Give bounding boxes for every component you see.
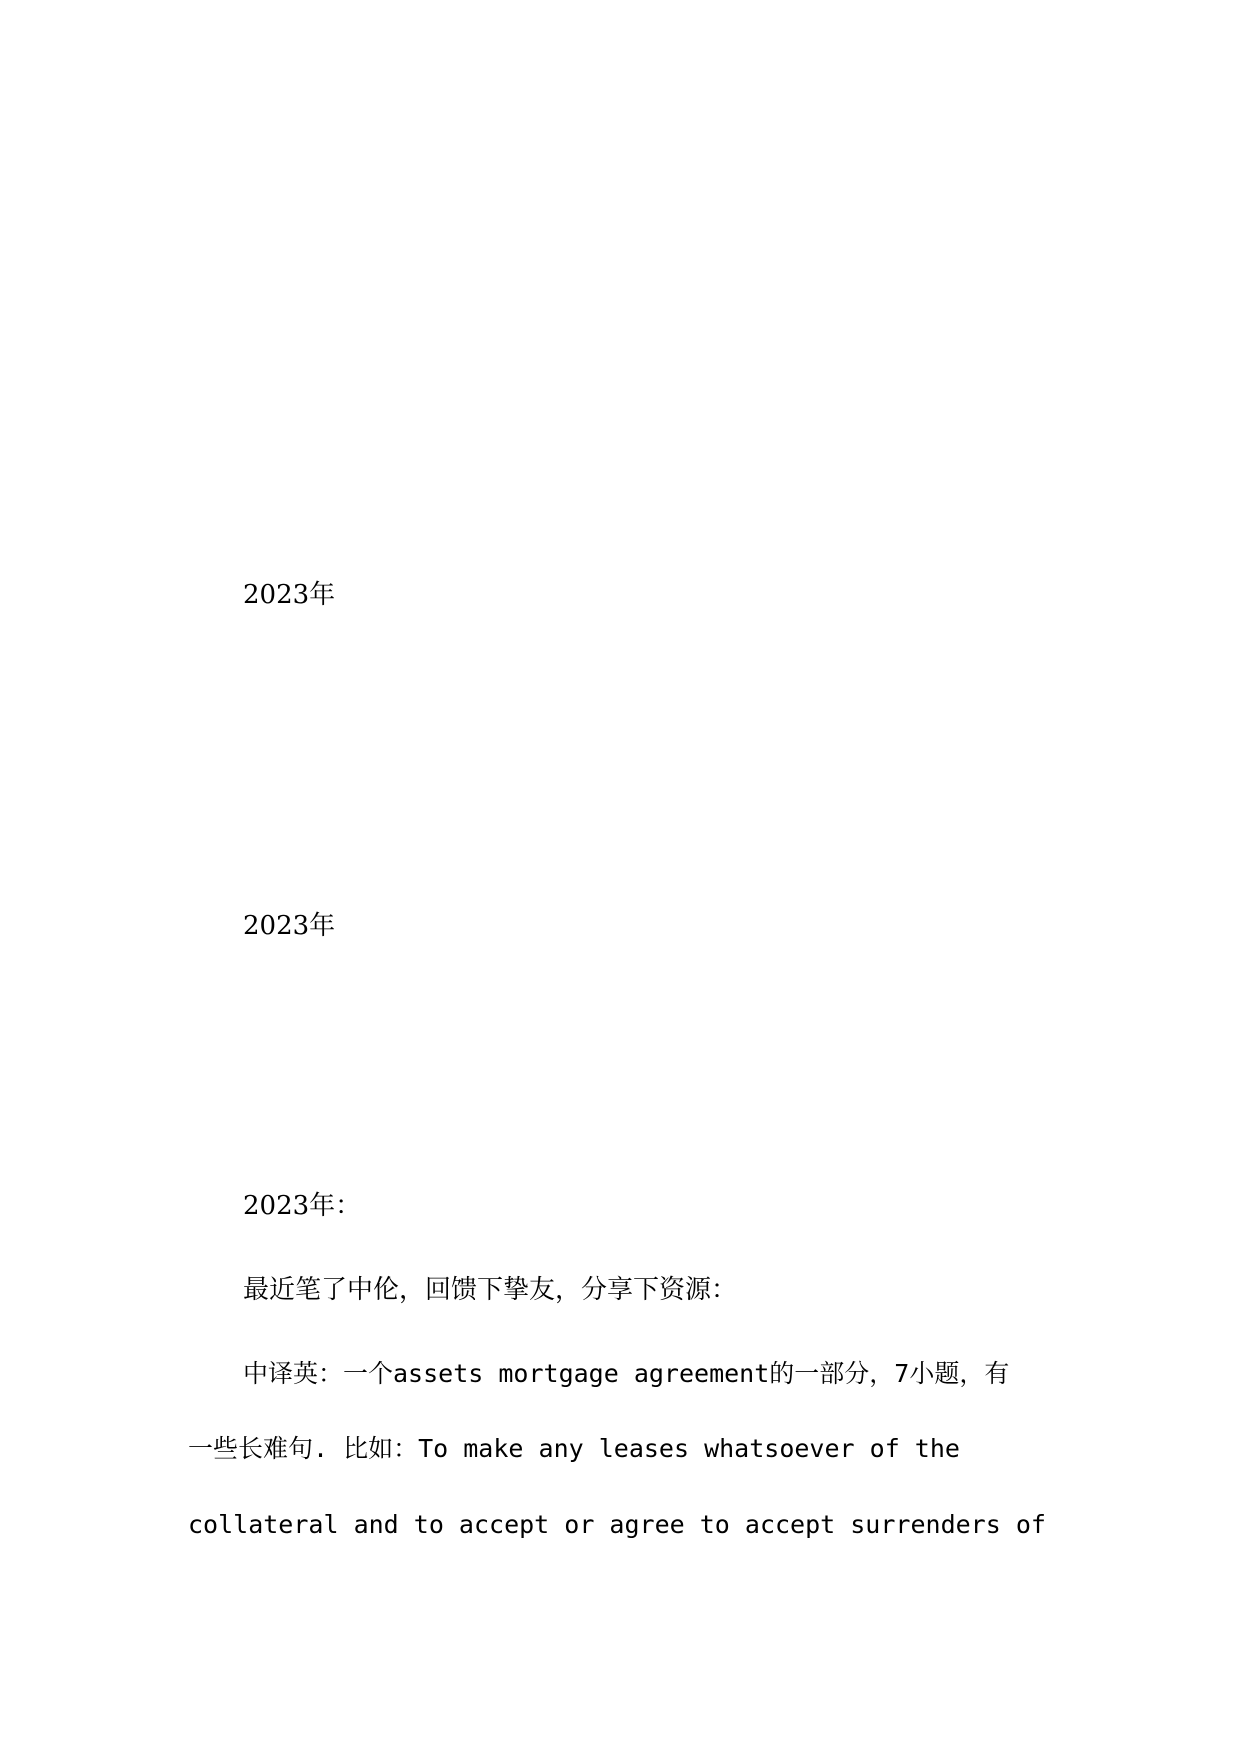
body-line-2: 一些长难句. 比如：To make any leases whatsoever of the xyxy=(188,1434,960,1463)
year-heading-1: 2023年 xyxy=(243,580,336,610)
body-line-3: collateral and to accept or agree to accept surrenders of xyxy=(188,1510,1046,1539)
year-heading-3: 2023年： xyxy=(243,1191,362,1221)
intro-paragraph: 最近笔了中伦，回馈下挚友，分享下资源： xyxy=(243,1275,738,1305)
year-heading-2: 2023年 xyxy=(243,911,336,941)
body-line-1: 中译英：一个assets mortgage agreement的一部分，7小题，有 xyxy=(243,1359,1010,1388)
